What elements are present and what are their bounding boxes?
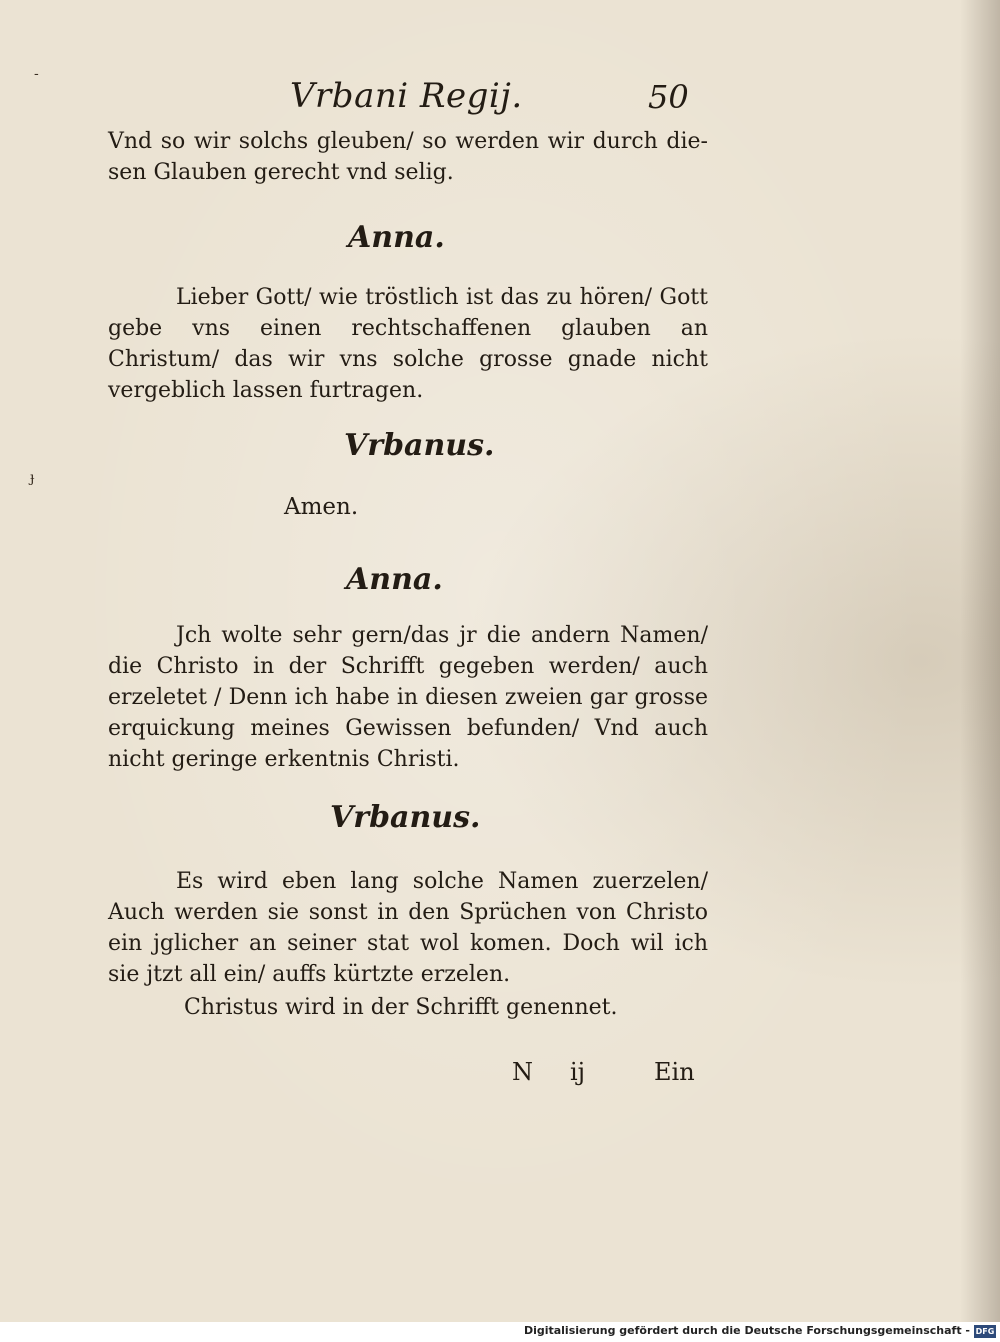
folio-number: 50 [648, 78, 689, 116]
speaker-name: Vrbanus. [330, 800, 481, 835]
binding-shadow [960, 0, 1000, 1322]
speaker-name: Vrbanus. [344, 428, 495, 463]
page-header [0, 76, 1000, 124]
funding-credit: Digitalisierung gefördert durch die Deutsche Forschungsgemeinschaft - [523, 1324, 970, 1337]
signature-number: ij [570, 1058, 586, 1086]
paragraph-1: Vnd so wir solchs gleuben/ so werden wir durch die-sen Glauben gerecht vnd selig. [108, 129, 708, 185]
margin-mark: ɟ [30, 470, 35, 486]
speaker-name: Anna. [346, 562, 443, 597]
running-title: Vrbani Regij. [290, 76, 523, 116]
catchword: Ein [654, 1058, 695, 1086]
paragraph-4: Es wird eben lang solche Namen zuerzelen/ Auch werden sie sonst in den Sprüchen von Christo ein jglicher an seiner stat wol komen. Doch wil ich sie jtzt all ein/ auffs kürtzte erzelen. [108, 869, 708, 987]
footer-bar [0, 1322, 1000, 1342]
margin-dash: - [34, 66, 39, 82]
signature-mark: N [512, 1058, 533, 1086]
paragraph-5: Christus wird in der Schrifft genennet. [184, 995, 618, 1020]
amen-line: Amen. [284, 494, 359, 520]
dfg-logo-icon: DFG [975, 1327, 995, 1336]
speaker-name: Anna. [348, 220, 445, 255]
paragraph-2: Lieber Gott/ wie tröstlich ist das zu hören/ Gott gebe vns einen rechtschaffenen glauben an Christum/ das wir vns solche grosse gnade nicht vergeblich lassen furtragen. [108, 285, 708, 403]
paragraph-3: Jch wolte sehr gern/das jr die andern Namen/ die Christo in der Schrifft gegeben werden/ auch erzeletet / Denn ich habe in diesen zweien gar grosse erquickung meines Gewissen befunden/ Vnd auch nicht geringe erkentnis Christi. [108, 623, 708, 772]
